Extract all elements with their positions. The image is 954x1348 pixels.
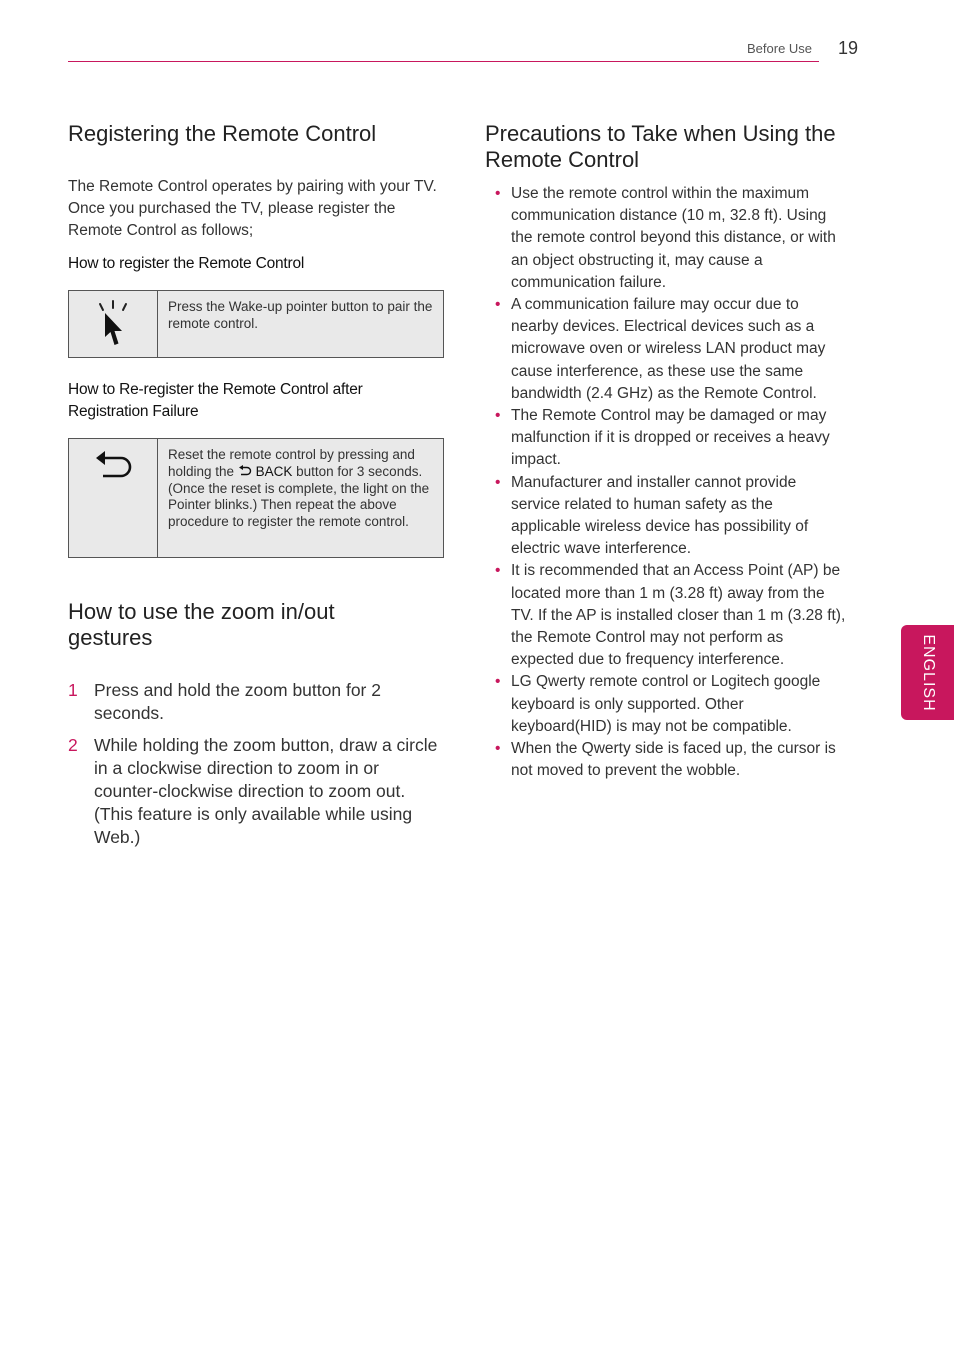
precaution-item <box>485 405 847 472</box>
register-icon-cell <box>69 291 158 357</box>
reregister-text-before: Reset the remote control by pressing and holding the <box>168 447 415 479</box>
precaution-text: A communication failure may occur due to nearby devices. Electrical devices such as a microwave oven or wireless LAN product may cause interference, as these use the same bandwidth (2.4 GHz) as the Remote Control. <box>511 296 826 402</box>
registering-title: Registering the Remote Control <box>68 121 377 146</box>
precautions-list <box>485 183 847 782</box>
header-divider <box>68 61 819 62</box>
precaution-text: Use the remote control within the maximum communication distance (10 m, 32.8 ft). Using the remote control beyond this distance, or with an object obstructing it, may cause a communication failure. <box>511 185 836 291</box>
step-number: 2 <box>68 735 78 755</box>
precaution-text: It is recommended that an Access Point (AP) be located more than 1 m (3.28 ft) away from the TV. If the AP is installed closer than 1 m (3.28 ft), the Remote Control may not perform as expected due to frequency interference. <box>511 562 846 669</box>
language-tab-label: ENGLISH <box>919 633 937 712</box>
registering-intro-2: Once you purchased the TV, please register the Remote Control as follows; <box>68 200 396 239</box>
register-instruction-box <box>68 290 444 358</box>
precaution-item <box>485 472 847 561</box>
precautions-title: Precautions to Take when Using the Remote Control <box>485 121 836 172</box>
zoom-step <box>68 679 444 725</box>
wake-up-pointer-icon <box>69 291 157 357</box>
bullet-marker: • <box>495 407 501 425</box>
bullet-marker: • <box>495 673 501 691</box>
precaution-text: When the Qwerty side is faced up, the cursor is not moved to prevent the wobble. <box>511 740 836 780</box>
zoom-title: How to use the zoom in/out gestures <box>68 599 335 650</box>
step-body <box>94 734 444 849</box>
reregister-instruction-text <box>158 439 443 557</box>
bullet-marker: • <box>495 296 501 314</box>
zoom-step <box>68 734 444 849</box>
precaution-item <box>485 183 847 294</box>
precaution-text: LG Qwerty remote control or Logitech google keyboard is only supported. Other keyboard(HID) is may not be compatible. <box>511 673 821 735</box>
zoom-steps <box>68 679 444 849</box>
running-header-section: Before Use <box>747 41 813 56</box>
bullet-marker: • <box>495 740 501 758</box>
step-note: (This feature is only available while using Web.) <box>94 804 413 847</box>
reregister-text-after: button for 3 seconds. (Once the reset is complete, the light on the Pointer blinks.) Then repeat the above procedure to register the remote control. <box>168 463 430 530</box>
language-side-tab <box>901 625 954 720</box>
right-column <box>485 121 847 782</box>
reregister-instruction-box <box>68 438 444 558</box>
precaution-text: Manufacturer and installer cannot provide service related to human safety as the applicable wireless device has possibility of electric wave interference. <box>511 473 809 558</box>
step-number: 1 <box>68 680 78 700</box>
reregister-icon-cell <box>69 439 158 557</box>
left-column <box>68 121 444 858</box>
precaution-item <box>485 671 847 738</box>
back-inline-icon <box>238 465 252 477</box>
step-text: While holding the zoom button, draw a circle in a clockwise direction to zoom in or counter-clockwise direction to zoom out. <box>94 735 438 801</box>
precaution-item <box>485 294 847 405</box>
back-button-label: BACK <box>255 463 293 479</box>
precaution-item <box>485 738 847 782</box>
bullet-marker: • <box>495 473 501 491</box>
register-instruction-text: Press the Wake-up pointer button to pair the remote control. <box>168 299 433 331</box>
precaution-item <box>485 560 847 671</box>
register-heading: How to register the Remote Control <box>68 255 305 272</box>
step-text: Press and hold the zoom button for 2 seconds. <box>94 680 381 723</box>
precaution-text: The Remote Control may be damaged or may malfunction if it is dropped or receives a heavy impact. <box>511 407 830 469</box>
reregister-heading: How to Re-register the Remote Control after Registration Failure <box>68 381 363 420</box>
registering-intro-1: The Remote Control operates by pairing with your TV. <box>68 178 437 195</box>
bullet-marker: • <box>495 562 501 580</box>
bullet-marker: • <box>495 185 501 202</box>
page-number: 19 <box>838 38 859 58</box>
back-icon <box>69 439 157 499</box>
